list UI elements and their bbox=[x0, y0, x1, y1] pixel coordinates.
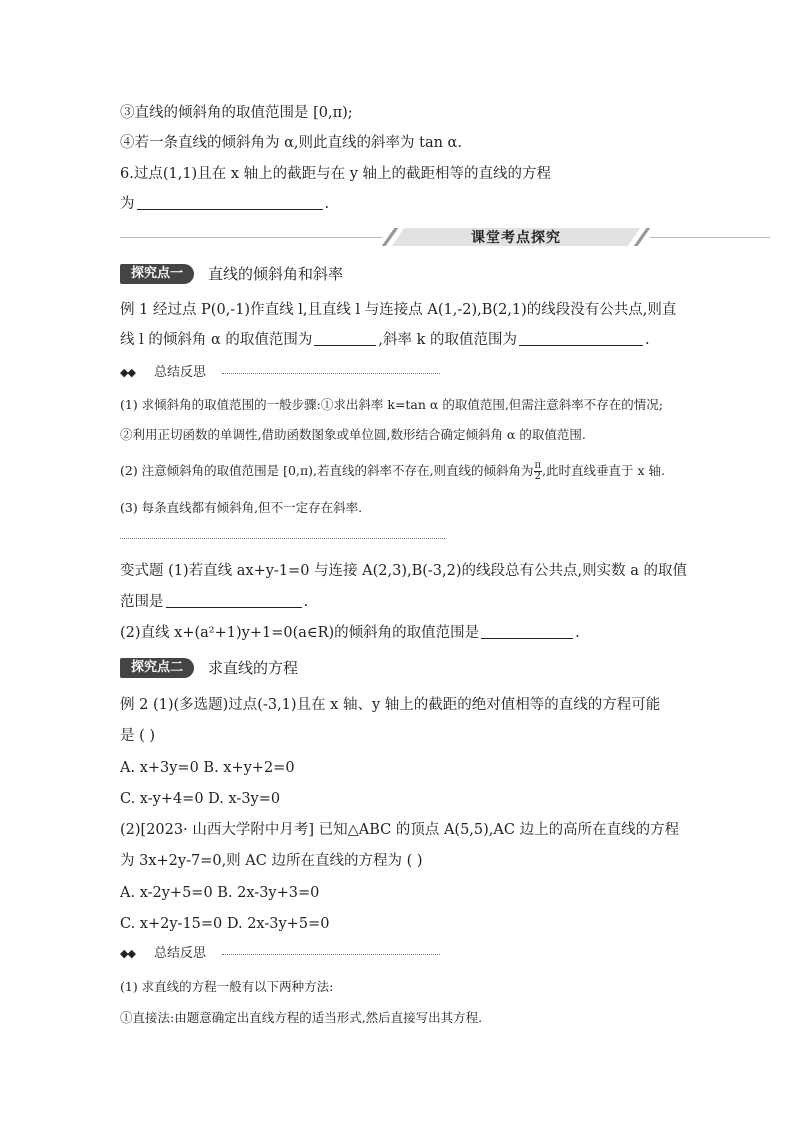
variant-line3: (2)直线 x+(a²+1)y+1=0(a∈R)的倾斜角的取值范围是 . bbox=[120, 625, 580, 641]
example-2-part2-options-cd: C. x+2y-15=0 D. 2x-3y+5=0 bbox=[120, 916, 330, 932]
dotted-rule bbox=[222, 373, 440, 374]
answer-blank-variant-2[interactable] bbox=[481, 624, 573, 639]
diamond-icon: ◆◆ bbox=[120, 947, 135, 960]
question-6-prefix: 为 bbox=[120, 196, 135, 212]
question-6-line2 bbox=[120, 194, 329, 214]
summary-2-item1: (1) 求直线的方程一般有以下两种方法: bbox=[120, 979, 334, 994]
dotted-rule bbox=[222, 954, 440, 955]
answer-blank-slope[interactable] bbox=[519, 331, 643, 346]
summary-header-1 bbox=[120, 364, 440, 382]
answer-blank-variant-1[interactable] bbox=[166, 593, 302, 608]
example-1-line2: 线 l 的倾斜角 α 的取值范围为 ,斜率 k 的取值范围为 . bbox=[120, 332, 650, 348]
banner-ribbon bbox=[382, 226, 650, 248]
period: . bbox=[324, 196, 330, 212]
summary-1-item1: (1) 求倾斜角的取值范围的一般步骤:①求出斜率 k=tan α 的取值范围,但需注意斜率不存在的情况; bbox=[120, 397, 664, 412]
section-2-title: 求直线的方程 bbox=[208, 659, 299, 677]
summary-label: 总结反思 bbox=[154, 365, 207, 380]
section-banner bbox=[120, 226, 770, 248]
section-2-tag: 探究点二 bbox=[120, 658, 194, 678]
summary-2-item1-method: ①直接法:由题意确定出直线方程的适当形式,然后直接写出其方程. bbox=[120, 1010, 483, 1025]
variant-line1: 变式题 (1)若直线 ax+y-1=0 与连接 A(2,3),B(-3,2)的线段总有公共点,则实数 a 的取值 bbox=[120, 563, 687, 579]
summary-1-item2: (2) 注意倾斜角的取值范围是 [0,π),若直线的斜率不存在,则直线的倾斜角为 $\frac{\pi}{2}$ ,此时直线垂直于 x 轴. bbox=[120, 460, 666, 482]
example-2-part2-line2: 为 3x+2y-7=0,则 AC 边所在直线的方程为 ( ) bbox=[120, 853, 423, 869]
answer-blank-angle[interactable] bbox=[314, 331, 376, 346]
summary-label: 总结反思 bbox=[154, 946, 207, 961]
example-1-line1: 例 1 经过点 P(0,-1)作直线 l,且直线 l 与连接点 A(1,-2),B(2,1)的线段没有公共点,则直 bbox=[120, 302, 677, 318]
statement-4: ④若一条直线的倾斜角为 α,则此直线的斜率为 tan α. bbox=[120, 135, 462, 151]
example-2-line1: 例 2 (1)(多选题)过点(-3,1)且在 x 轴、y 轴上的截距的绝对值相等的直线的方程可能 bbox=[120, 697, 661, 713]
summary-header-2 bbox=[120, 945, 440, 963]
question-6-line1: 6.过点(1,1)且在 x 轴上的截距与在 y 轴上的截距相等的直线的方程 bbox=[120, 166, 552, 182]
example-2-part2-line1: (2)[2023· 山西大学附中月考] 已知△ABC 的顶点 A(5,5),AC 边上的高所在直线的方程 bbox=[120, 822, 680, 838]
summary-1-end-rule bbox=[120, 538, 445, 539]
summary-1-item3: (3) 每条直线都有倾斜角,但不一定存在斜率. bbox=[120, 500, 363, 515]
variant-line2: 范围是 . bbox=[120, 594, 309, 610]
answer-blank-q6[interactable] bbox=[137, 195, 323, 210]
example-2-line2: 是 ( ) bbox=[120, 728, 156, 744]
section-1-title: 直线的倾斜角和斜率 bbox=[208, 265, 344, 283]
example-2-options-cd: C. x-y+4=0 D. x-3y=0 bbox=[120, 791, 281, 807]
diamond-icon: ◆◆ bbox=[120, 366, 135, 379]
banner-title: 课堂考点探究 bbox=[471, 230, 561, 246]
pi-over-2-fraction: $\frac{\pi}{2}$ bbox=[534, 460, 542, 482]
example-2-options-ab: A. x+3y=0 B. x+y+2=0 bbox=[120, 760, 295, 776]
statement-3: ③直线的倾斜角的取值范围是 [0,π); bbox=[120, 105, 353, 121]
section-1-tag: 探究点一 bbox=[120, 264, 194, 284]
example-2-part2-options-ab: A. x-2y+5=0 B. 2x-3y+3=0 bbox=[120, 885, 320, 901]
summary-1-item1-cont: ②利用正切函数的单调性,借助函数图象或单位圆,数形结合确定倾斜角 α 的取值范围. bbox=[120, 427, 586, 442]
